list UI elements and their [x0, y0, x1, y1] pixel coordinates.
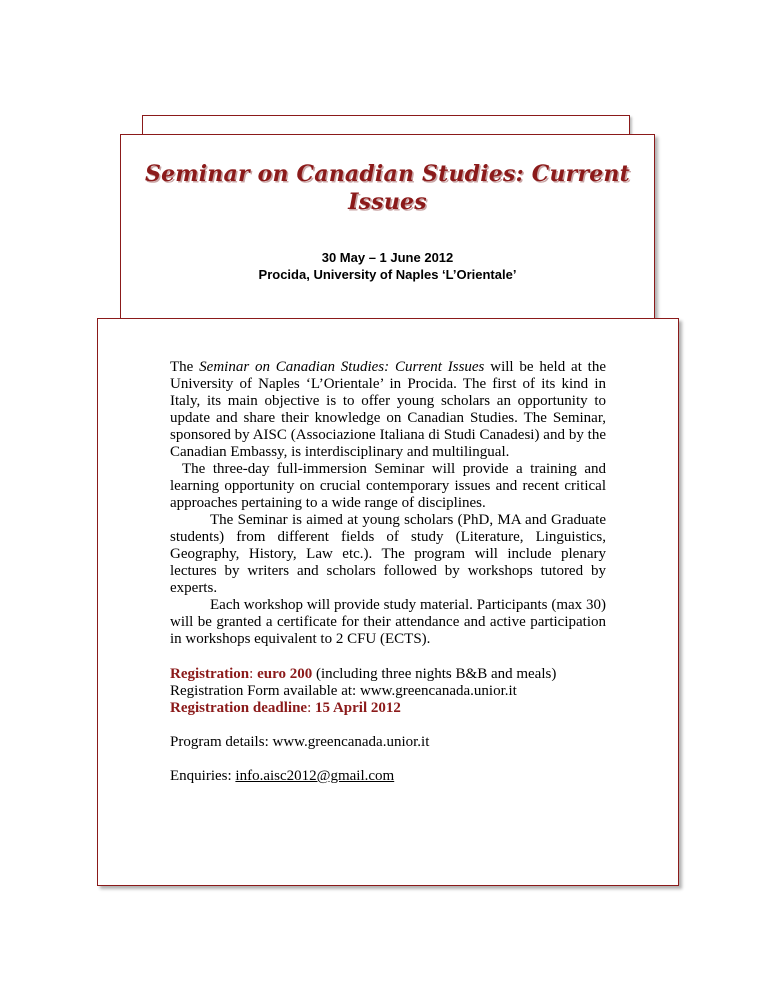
registration-block	[170, 666, 606, 717]
paragraph-audience: The Seminar is aimed at young scholars (PhD, MA and Graduate students) from different fields of study (Literature, Linguistics, Geography, History, Law etc.). The program will include plenary lectures by writers and scholars followed by workshops tutored by experts.	[170, 512, 606, 596]
registration-label: Registration	[170, 666, 250, 682]
paragraph-intro	[170, 359, 606, 461]
registration-fee-line	[170, 666, 606, 683]
page-title	[121, 160, 654, 216]
enquiries-email-link[interactable]: info.aisc2012@gmail.com	[235, 768, 395, 784]
enquiries-label: Enquiries:	[170, 768, 236, 784]
deadline-separator: :	[307, 700, 316, 716]
program-details: Program details: www.greencanada.unior.it	[170, 734, 430, 750]
event-info	[121, 249, 654, 283]
intro-rest: will be held at the University of Naples ‘L’Orientale’ in Procida. The first of its kind in Italy, its main objective is to offer young scholars an opportunity to update and share their knowledge on Canadian Studies. The Seminar, sponsored by AISC (Associazione Italiana di Studi Canadesi) and by the Canadian Embassy, is interdisciplinary and multilingual.	[170, 359, 607, 460]
title-line-2: Issues	[348, 189, 427, 215]
seminar-name: Seminar on Canadian Studies: Current Issues	[199, 359, 485, 375]
main-content-box	[97, 318, 679, 886]
registration-fee: euro 200	[257, 666, 313, 682]
paragraph-workshops: Each workshop will provide study material. Participants (max 30) will be granted a certificate for their attendance and active participation in workshops equivalent to 2 CFU (ECTS).	[170, 597, 606, 647]
registration-fee-note: (including three nights B&B and meals)	[312, 666, 557, 682]
registration-form-line: Registration Form available at: www.greencanada.unior.it	[170, 683, 517, 699]
registration-separator: :	[249, 666, 258, 682]
registration-deadline-line	[170, 700, 606, 717]
intro-prefix: The	[170, 359, 200, 375]
title-box	[120, 134, 655, 320]
content-body	[170, 359, 606, 785]
paragraph-training: The three-day full-immersion Seminar will provide a training and learning opportunity on crucial contemporary issues and recent critical approaches pertaining to a wide range of disciplines.	[170, 461, 606, 511]
event-dates: 30 May – 1 June 2012	[321, 250, 454, 265]
event-location: Procida, University of Naples ‘L’Orientale’	[258, 267, 517, 282]
deadline-label: Registration deadline	[170, 700, 308, 716]
title-line-1: Seminar on Canadian Studies: Current	[144, 161, 630, 187]
deadline-value: 15 April 2012	[315, 700, 401, 716]
enquiries-line	[170, 768, 606, 785]
